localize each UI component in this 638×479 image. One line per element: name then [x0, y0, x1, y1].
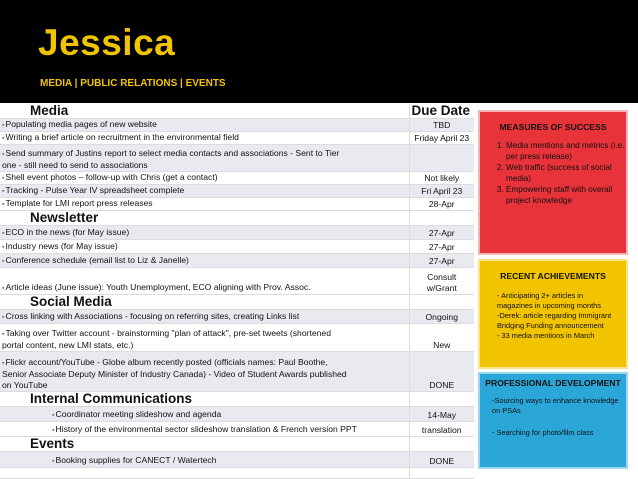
task-cell: ▪Article ideas (June issue): Youth Unemployment, ECO aligning with Prov. Assoc. [0, 268, 409, 295]
table-row [0, 352, 474, 392]
header-banner [0, 0, 638, 103]
section-internal-communications [0, 392, 474, 407]
task-cell: ▪Writing a brief article on recruitment in the environmental field [0, 132, 409, 145]
list-item: - Searching for photo/film class [492, 428, 594, 437]
table-row [0, 226, 474, 240]
due-date-header: Due Date [409, 104, 474, 119]
section-media [0, 104, 474, 119]
table-row [0, 172, 474, 185]
table-row [0, 240, 474, 254]
task-cell: ▪Shell event photos – follow-up with Chris (get a contact) [0, 172, 409, 185]
page-title: Jessica [38, 22, 176, 63]
list-item: 3. Empowering staff with overall project knowledge [506, 184, 626, 206]
due-cell: Not likely [409, 172, 474, 185]
table-row [0, 132, 474, 145]
bullet-icon: ▪ [2, 175, 5, 182]
due-cell: DONE [409, 352, 474, 392]
due-cell: 27-Apr [409, 226, 474, 240]
table-row [0, 145, 474, 172]
task-cell: ▪Industry news (for May issue) [0, 240, 409, 254]
due-cell: 27-Apr [409, 254, 474, 268]
professional-title: PROFESSIONAL DEVELOPMENT [485, 378, 621, 388]
table-row [0, 254, 474, 268]
section-title: Newsletter [0, 211, 409, 226]
task-cell: ▪Send summary of Justins report to select media contacts and associations - Sent to Tier one - still need to send to associations [0, 145, 409, 172]
task-cell: ▪Taking over Twitter account - brainstorming "plan of attack", pre-set tweets (shortened portal content, new LMI stats, etc.) [0, 324, 409, 352]
bullet-icon: ▪ [2, 188, 5, 195]
due-cell: 28-Apr [409, 198, 474, 211]
due-cell: 14-May [409, 407, 474, 422]
task-table [0, 104, 474, 479]
table-row [0, 198, 474, 211]
task-cell: ▪Booking supplies for CANECT / Watertech [0, 452, 409, 468]
section-social-media [0, 295, 474, 310]
list-item: -Sourcing ways to enhance knowledge on PSAs [492, 396, 619, 415]
list-item: 1. Media mentions and metrics (i.e. per press release) [506, 140, 626, 162]
task-cell: ▪Flickr account/YouTube - Globe album recently posted (officials names: Paul Boothe, Senior Associate Deputy Minister of Industry Canada) - Video of Student Awards published on YouTube [0, 352, 409, 392]
measures-of-success-box [478, 110, 628, 255]
due-cell: Fri April 23 [409, 185, 474, 198]
page-subtitle: MEDIA | PUBLIC RELATIONS | EVENTS [40, 78, 226, 89]
bullet-icon: ▪ [2, 331, 5, 338]
task-cell: ▪Populating media pages of new website [0, 119, 409, 132]
due-cell: DONE [409, 452, 474, 468]
table-row [0, 119, 474, 132]
professional-development-box [478, 372, 628, 469]
section-title: Events [0, 437, 409, 452]
task-cell: ▪Conference schedule (email list to Liz & Janelle) [0, 254, 409, 268]
task-cell: ▪History of the environmental sector slideshow translation & French version PPT [0, 422, 409, 437]
list-item: - Anticipating 2+ articles in magazines in upcoming months [497, 291, 601, 310]
list-item: -Derek: article regarding Immigrant Bridging Funding announcement [497, 311, 612, 330]
table-row [0, 452, 474, 468]
table-row [0, 407, 474, 422]
professional-list [492, 396, 626, 438]
bullet-icon: ▪ [2, 314, 5, 321]
table-row [0, 324, 474, 352]
bullet-icon: ▪ [2, 122, 5, 129]
bullet-icon: ▪ [2, 285, 5, 292]
due-cell: Ongoing [409, 310, 474, 324]
due-cell: Consult w/Grant [409, 268, 474, 295]
achievements-list [497, 291, 626, 341]
measures-title: MEASURES OF SUCCESS [499, 122, 607, 132]
bullet-icon: ▪ [52, 412, 55, 419]
achievements-title: RECENT ACHIEVEMENTS [500, 271, 606, 281]
recent-achievements-box [478, 259, 628, 369]
due-cell: TBD [409, 119, 474, 132]
due-cell: translation [409, 422, 474, 437]
due-cell: New [409, 324, 474, 352]
bullet-icon: ▪ [2, 230, 5, 237]
measures-list [480, 140, 626, 206]
task-cell: ▪Tracking - Pulse Year IV spreadsheet complete [0, 185, 409, 198]
section-events [0, 437, 474, 452]
due-cell: 27-Apr [409, 240, 474, 254]
table-row [0, 185, 474, 198]
bullet-icon: ▪ [2, 135, 5, 142]
table-row [0, 310, 474, 324]
task-cell: ▪ECO in the news (for May issue) [0, 226, 409, 240]
task-cell: ▪Template for LMI report press releases [0, 198, 409, 211]
section-title: Social Media [0, 295, 409, 310]
due-cell [409, 145, 474, 172]
bullet-icon: ▪ [2, 360, 5, 367]
bullet-icon: ▪ [2, 151, 5, 158]
bullet-icon: ▪ [52, 458, 55, 465]
task-cell: ▪Cross linking with Associations - focusing on referring sites, creating Links list [0, 310, 409, 324]
task-cell: ▪Coordinator meeting slideshow and agenda [0, 407, 409, 422]
bullet-icon: ▪ [2, 258, 5, 265]
section-title: Internal Communications [0, 392, 409, 407]
due-cell: Friday April 23 [409, 132, 474, 145]
section-title: Media [0, 104, 409, 119]
list-item: - 33 media mentions in March [497, 331, 595, 340]
list-item: 2. Web traffic (success of social media) [506, 162, 626, 184]
section-newsletter [0, 211, 474, 226]
bullet-icon: ▪ [2, 244, 5, 251]
table-row [0, 468, 474, 479]
table-row [0, 268, 474, 295]
table-row [0, 422, 474, 437]
bullet-icon: ▪ [52, 427, 55, 434]
bullet-icon: ▪ [2, 201, 5, 208]
